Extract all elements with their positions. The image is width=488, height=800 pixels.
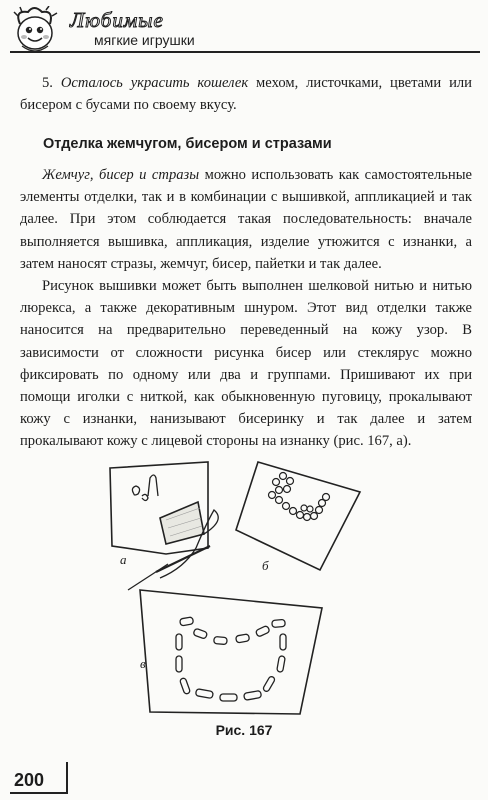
page-number-rule bbox=[10, 792, 66, 794]
step-number: 5. bbox=[42, 75, 61, 91]
figure-caption: Рис. 167 bbox=[215, 722, 273, 738]
bugle-bead-arc bbox=[176, 617, 286, 701]
figure-label-v: в bbox=[140, 656, 146, 671]
figure-panel-b bbox=[236, 462, 360, 570]
header-rule bbox=[10, 51, 480, 53]
figure-illustrations bbox=[0, 450, 488, 740]
paragraph-step-5 bbox=[20, 72, 472, 116]
figure-label-b: б bbox=[262, 558, 269, 573]
step-italic-phrase: Осталось украсить кошелек bbox=[60, 75, 249, 91]
figure-panel-v bbox=[140, 590, 322, 714]
running-header bbox=[0, 0, 488, 60]
paragraph-materials bbox=[20, 164, 472, 275]
section-heading: Отделка жемчугом, бисером и стразами bbox=[43, 136, 332, 152]
page-number-divider bbox=[66, 762, 68, 794]
materials-italic-phrase: Жемчуг, бисер и стразы bbox=[42, 167, 200, 183]
figure-167 bbox=[0, 450, 488, 740]
doll-mascot-icon bbox=[6, 6, 66, 56]
paragraph-embroidery: Рисунок вышивки может быть выполнен шелковой нитью и нитью люрекса, а также декоративным шнуром. Этот вид отделки также наносится на предварительно переведенный на кожу узор. В зависимости от сложности рисунка бисер или стеклярус можно фиксировать по одному или два и группами. Пришивают их при помощи иголки с ниткой, как обыкновенную пуговицу, прокалывают кожу с изнанки, нанизывают бисеринку и так далее и затем прокалывают кожу с лицевой стороны на изнанку (рис. 167, а). bbox=[20, 278, 472, 450]
series-title: Любимые bbox=[70, 8, 164, 32]
book-title: мягкие игрушки bbox=[94, 32, 195, 48]
figure-label-a: а bbox=[120, 552, 127, 567]
step-text: мехом, листочками, цветами или бисером с бусами по своему вкусу. bbox=[20, 75, 472, 114]
materials-text: можно использовать как самостоятельные элементы отделки, так и в комбинации с вышивкой, аппликацией и так далее. При этом соблюдается такая последовательность: вначале выполняется вышивка, аппликация, изделие утюжится с изнанки, а затем наносят стразы, жемчуг, бисер, пайетки и так далее. bbox=[20, 167, 472, 272]
page-number: 200 bbox=[14, 770, 45, 790]
figure-panel-a bbox=[110, 462, 218, 590]
